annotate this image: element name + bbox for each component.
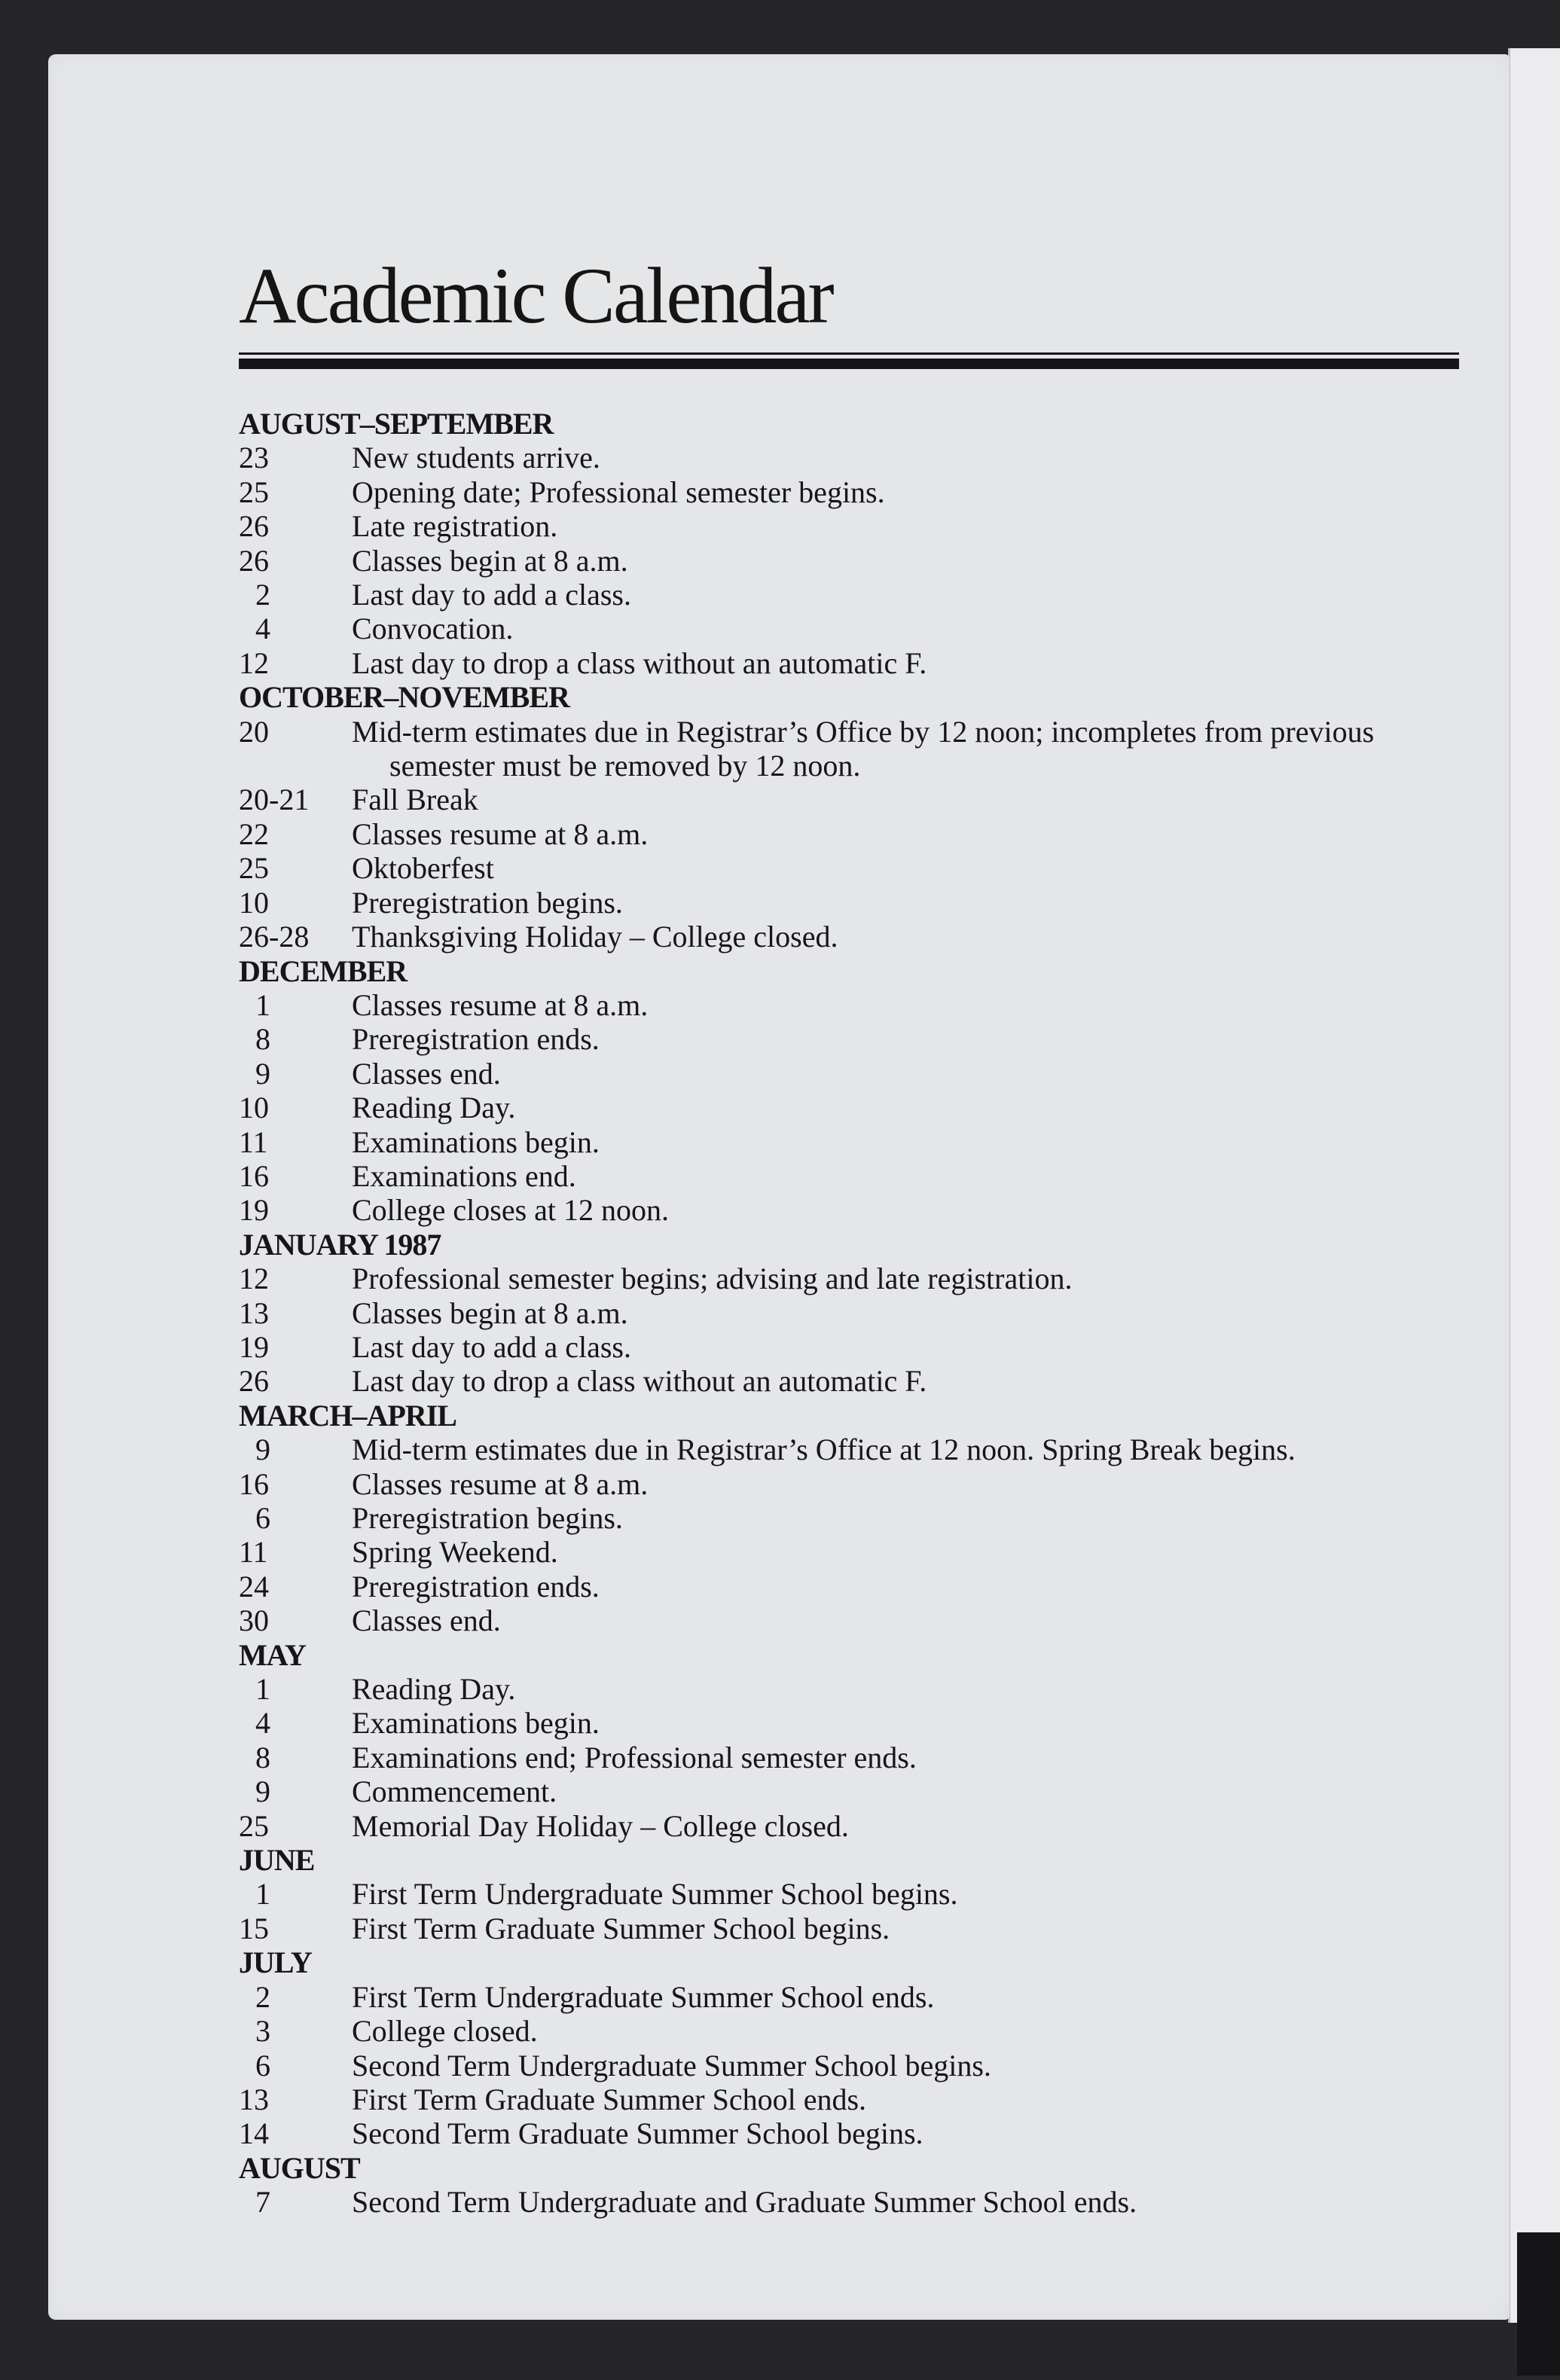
entry-event xyxy=(352,578,1474,612)
entry-date: 6 xyxy=(255,2048,270,2082)
entry-event xyxy=(352,886,1474,920)
calendar-entry xyxy=(239,886,1474,920)
entry-event xyxy=(352,509,1474,543)
calendar-entry xyxy=(239,544,1474,578)
entry-event-text: Professional semester begins; advising and late registration. xyxy=(352,1262,1073,1296)
entry-event xyxy=(352,2185,1474,2219)
month-heading: JULY xyxy=(239,1945,312,1980)
entry-event-text: Last day to add a class. xyxy=(352,578,631,612)
entry-date: 9 xyxy=(255,1774,270,1809)
entry-date: 15 xyxy=(239,1911,269,1945)
entry-event-text: Memorial Day Holiday – College closed. xyxy=(352,1808,849,1843)
entry-event xyxy=(352,544,1474,578)
entry-event-text: College closes at 12 noon. xyxy=(352,1193,670,1228)
calendar-entry xyxy=(239,1741,1474,1774)
month-heading: MARCH–APRIL xyxy=(239,1398,456,1433)
entry-event xyxy=(352,1364,1474,1398)
calendar-entry xyxy=(239,1262,1474,1295)
entry-event xyxy=(352,1501,1474,1535)
entry-date: 25 xyxy=(239,474,269,509)
entry-date: 19 xyxy=(239,1329,269,1364)
calendar-entry xyxy=(239,1809,1474,1843)
entry-event-text: First Term Graduate Summer School begins. xyxy=(352,1911,890,1945)
entry-event xyxy=(352,1741,1474,1774)
entry-event-text: First Term Graduate Summer School ends. xyxy=(352,2082,867,2116)
entry-event-text: Commencement. xyxy=(352,1774,557,1809)
entry-event xyxy=(352,1022,1474,1056)
entry-event xyxy=(352,1125,1474,1159)
calendar-entry xyxy=(239,920,1474,954)
entry-event xyxy=(352,475,1474,509)
entry-date: 10 xyxy=(239,885,269,920)
entry-date: 12 xyxy=(239,1262,269,1296)
title-rule-thin xyxy=(239,352,1459,355)
calendar-entry xyxy=(239,1603,1474,1637)
entry-event xyxy=(352,1467,1474,1501)
calendar-entry xyxy=(239,1057,1474,1091)
calendar-entry xyxy=(239,1570,1474,1603)
entry-date: 2 xyxy=(255,578,270,612)
entry-event-text: Mid-term estimates due in Registrar’s Office at 12 noon. Spring Break begins. xyxy=(352,1433,1296,1467)
entry-event xyxy=(352,1980,1474,2014)
entry-event xyxy=(352,1706,1474,1740)
title-rule-thick xyxy=(239,359,1459,369)
entry-date: 1 xyxy=(255,1672,270,1707)
entry-date: 12 xyxy=(239,645,269,680)
entry-event xyxy=(352,1603,1474,1637)
entry-date: 25 xyxy=(239,1808,269,1843)
entry-event-text: Classes begin at 8 a.m. xyxy=(352,1295,628,1330)
entry-event-text: First Term Undergraduate Summer School begins. xyxy=(352,1877,958,1912)
entry-event-continuation: semester must be removed by 12 noon. xyxy=(389,749,861,783)
calendar-entry xyxy=(239,715,1474,783)
entry-event xyxy=(352,2014,1474,2048)
entry-event xyxy=(352,1672,1474,1706)
entry-event xyxy=(352,1570,1474,1603)
entry-event xyxy=(352,1262,1474,1295)
entry-event-text: Classes resume at 8 a.m. xyxy=(352,1466,649,1501)
entry-date: 2 xyxy=(255,1979,270,2014)
entry-event-text: Examinations end; Professional semester ends. xyxy=(352,1740,917,1774)
entry-event-text: Late registration. xyxy=(352,509,558,544)
calendar-entry xyxy=(239,1501,1474,1535)
entry-date: 13 xyxy=(239,1295,269,1330)
calendar-entry xyxy=(239,1774,1474,1808)
calendar-entry xyxy=(239,1022,1474,1056)
entry-date: 1 xyxy=(255,1877,270,1912)
entry-event xyxy=(352,1159,1474,1193)
entry-date: 4 xyxy=(255,1706,270,1741)
entry-event xyxy=(352,2049,1474,2082)
entry-date: 26-28 xyxy=(239,920,310,954)
calendar-entry xyxy=(239,1193,1474,1227)
entry-date: 19 xyxy=(239,1193,269,1228)
calendar-entry xyxy=(239,475,1474,509)
entry-event-text: Examinations begin. xyxy=(352,1124,600,1159)
entry-event-text: Classes resume at 8 a.m. xyxy=(352,987,649,1022)
entry-event-text: Second Term Graduate Summer School begins. xyxy=(352,2116,923,2151)
entry-date: 8 xyxy=(255,1740,270,1774)
month-heading: AUGUST xyxy=(239,2150,360,2185)
calendar-entry xyxy=(239,509,1474,543)
entry-event-text: Preregistration ends. xyxy=(352,1022,600,1057)
entry-date: 1 xyxy=(255,987,270,1022)
entry-date: 22 xyxy=(239,816,269,851)
calendar-entry xyxy=(239,2116,1474,2150)
calendar-entry xyxy=(239,783,1474,816)
calendar-entry xyxy=(239,1672,1474,1706)
entry-date: 26 xyxy=(239,543,269,578)
entry-event-text: Classes end. xyxy=(352,1056,501,1091)
calendar-entry xyxy=(239,1330,1474,1364)
month-heading: OCTOBER–NOVEMBER xyxy=(239,680,569,715)
calendar-entry xyxy=(239,2185,1474,2219)
entry-event xyxy=(352,1057,1474,1091)
month-heading: DECEMBER xyxy=(239,954,408,988)
entry-date: 20 xyxy=(239,714,269,749)
entry-date: 26 xyxy=(239,509,269,544)
entry-event-text: College closed. xyxy=(352,2014,538,2049)
entry-event-text: Classes end. xyxy=(352,1603,501,1638)
document-page xyxy=(48,54,1510,2320)
entry-date: 20-21 xyxy=(239,783,310,817)
calendar-entry xyxy=(239,1467,1474,1501)
entry-event xyxy=(352,783,1474,816)
entry-event-text: New students arrive. xyxy=(352,441,600,475)
entry-event-text: Classes resume at 8 a.m. xyxy=(352,816,649,851)
entry-event-text: Second Term Undergraduate Summer School begins. xyxy=(352,2048,991,2082)
calendar-entry xyxy=(239,1364,1474,1398)
entry-date: 9 xyxy=(255,1433,270,1467)
entry-event-text: Convocation. xyxy=(352,612,514,646)
entry-event-text: Mid-term estimates due in Registrar’s Office by 12 noon; incompletes from previous xyxy=(352,714,1375,749)
entry-event xyxy=(352,1193,1474,1227)
entry-event xyxy=(352,817,1474,851)
entry-date: 24 xyxy=(239,1569,269,1603)
entry-event xyxy=(352,1296,1474,1330)
calendar-entry xyxy=(239,1125,1474,1159)
entry-event xyxy=(352,1809,1474,1843)
entry-event-text: Fall Break xyxy=(352,783,478,817)
entry-date: 23 xyxy=(239,441,269,475)
entry-event-text: Last day to drop a class without an automatic F. xyxy=(352,645,927,680)
calendar-entry xyxy=(239,1877,1474,1911)
entry-event xyxy=(352,2082,1474,2116)
entry-event-text: Reading Day. xyxy=(352,1091,516,1125)
entry-event xyxy=(352,1877,1474,1911)
entry-date: 10 xyxy=(239,1091,269,1125)
month-heading: JANUARY 1987 xyxy=(239,1227,441,1262)
calendar-list xyxy=(239,407,1474,2220)
entry-date: 9 xyxy=(255,1056,270,1091)
calendar-entry xyxy=(239,646,1474,680)
entry-date: 4 xyxy=(255,612,270,646)
adjacent-page-edge xyxy=(1508,48,1560,2323)
calendar-entry xyxy=(239,817,1474,851)
entry-date: 8 xyxy=(255,1022,270,1057)
calendar-entry xyxy=(239,1706,1474,1740)
calendar-entry xyxy=(239,2049,1474,2082)
entry-event xyxy=(352,1330,1474,1364)
entry-event-text: Oktoberfest xyxy=(352,851,494,886)
entry-date: 16 xyxy=(239,1158,269,1193)
calendar-entry xyxy=(239,578,1474,612)
month-heading: AUGUST–SEPTEMBER xyxy=(239,407,554,441)
entry-event-text: Preregistration begins. xyxy=(352,1501,623,1535)
entry-date: 26 xyxy=(239,1364,269,1399)
entry-event-text: Preregistration ends. xyxy=(352,1569,600,1603)
calendar-entry xyxy=(239,1535,1474,1569)
entry-date: 25 xyxy=(239,851,269,886)
entry-event-text: Examinations begin. xyxy=(352,1706,600,1741)
entry-event-text: Thanksgiving Holiday – College closed. xyxy=(352,920,838,954)
entry-date: 11 xyxy=(239,1535,268,1570)
entry-event-text: Classes begin at 8 a.m. xyxy=(352,543,628,578)
entry-event xyxy=(352,1091,1474,1124)
entry-event xyxy=(352,851,1474,885)
entry-date: 14 xyxy=(239,2116,269,2151)
month-heading: JUNE xyxy=(239,1843,315,1878)
entry-event xyxy=(352,1433,1474,1466)
entry-event xyxy=(352,441,1474,474)
entry-date: 16 xyxy=(239,1466,269,1501)
entry-event xyxy=(352,1774,1474,1808)
calendar-entry xyxy=(239,612,1474,645)
entry-event-text: Examinations end. xyxy=(352,1158,576,1193)
entry-event-text: Second Term Undergraduate and Graduate Summer School ends. xyxy=(352,2185,1137,2220)
entry-event xyxy=(352,988,1474,1022)
entry-date: 13 xyxy=(239,2082,269,2116)
entry-date: 11 xyxy=(239,1124,268,1159)
page-title: Academic Calendar xyxy=(239,252,832,340)
entry-event xyxy=(352,715,1474,783)
calendar-entry xyxy=(239,2082,1474,2116)
entry-event xyxy=(352,612,1474,645)
calendar-entry xyxy=(239,851,1474,885)
entry-date: 6 xyxy=(255,1501,270,1535)
entry-date: 7 xyxy=(255,2185,270,2220)
entry-event xyxy=(352,646,1474,680)
entry-event-text: First Term Undergraduate Summer School ends. xyxy=(352,1979,935,2014)
entry-date: 30 xyxy=(239,1603,269,1638)
calendar-entry xyxy=(239,1433,1474,1466)
entry-event xyxy=(352,920,1474,954)
entry-event xyxy=(352,2116,1474,2150)
entry-event-text: Opening date; Professional semester begins. xyxy=(352,474,885,509)
entry-event xyxy=(352,1912,1474,1945)
entry-event-text: Preregistration begins. xyxy=(352,885,623,920)
entry-event-text: Last day to drop a class without an automatic F. xyxy=(352,1364,927,1399)
calendar-entry xyxy=(239,2014,1474,2048)
entry-event-text: Spring Weekend. xyxy=(352,1535,558,1570)
entry-date: 3 xyxy=(255,2014,270,2049)
calendar-entry xyxy=(239,441,1474,474)
entry-event-text: Last day to add a class. xyxy=(352,1329,631,1364)
calendar-entry xyxy=(239,1159,1474,1193)
calendar-entry xyxy=(239,1980,1474,2014)
calendar-entry xyxy=(239,988,1474,1022)
entry-event-text: Reading Day. xyxy=(352,1672,516,1707)
entry-event xyxy=(352,1535,1474,1569)
calendar-entry xyxy=(239,1091,1474,1124)
calendar-entry xyxy=(239,1912,1474,1945)
calendar-entry xyxy=(239,1296,1474,1330)
month-heading: MAY xyxy=(239,1637,306,1672)
